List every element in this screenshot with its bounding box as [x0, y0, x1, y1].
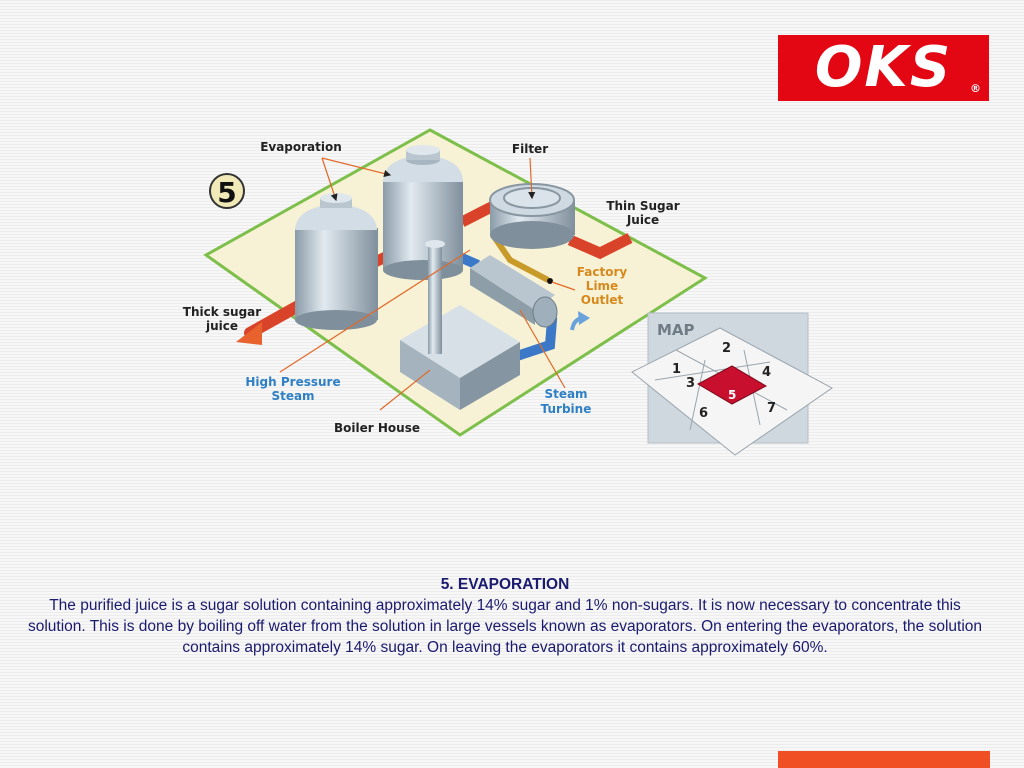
map-cell-2: 2 [722, 341, 732, 356]
label-thin-sugar-juice-1: Thin Sugar [606, 199, 680, 213]
thick-juice-arrow-icon [236, 322, 262, 345]
caption [22, 574, 988, 658]
svg-text:5: 5 [217, 176, 237, 209]
lime-outlet-dot [547, 278, 553, 284]
logo-text: OKS [814, 35, 953, 100]
label-boiler-house: Boiler House [334, 421, 420, 435]
map-cell-3: 3 [686, 376, 696, 391]
label-thin-sugar-juice-2: Juice [626, 213, 660, 227]
evaporator-tank-large [383, 145, 463, 280]
label-thick-sugar-2: juice [205, 319, 239, 333]
label-filter: Filter [511, 142, 549, 156]
map-cell-7: 7 [767, 401, 777, 416]
label-thick-sugar-1: Thick sugar [182, 305, 262, 319]
map-cell-1: 1 [672, 362, 682, 377]
registered-mark: ® [970, 82, 981, 95]
caption-title: 5. EVAPORATION [440, 576, 570, 593]
label-lime: Lime [585, 279, 619, 293]
evaporator-tank-small [295, 193, 378, 330]
label-factory-1: Factory [576, 265, 628, 279]
label-high-pressure-2: Steam [271, 389, 315, 403]
label-outlet: Outlet [580, 293, 624, 307]
label-steam-turbine-1: Steam [544, 387, 588, 401]
accent-bar [778, 751, 990, 768]
map-title: MAP [657, 321, 695, 339]
label-steam-turbine-2: Turbine [540, 402, 592, 416]
map-cell-4: 4 [762, 365, 772, 380]
map-cell-6: 6 [699, 406, 709, 421]
filter-unit [490, 184, 575, 249]
process-map [632, 313, 832, 455]
caption-body: The purified juice is a sugar solution containing approximately 14% sugar and 1% non-sugars. It is now necessary to concentrate this solution. This is done by boiling off water from the solution in large vessels known as evaporators. On entering the evaporators, the solution contains approximately 14% sugar. On leaving the evaporators it contains approximately 60%. [27, 597, 983, 656]
map-cell-5: 5 [728, 388, 737, 402]
label-evaporation: Evaporation [260, 140, 342, 154]
label-high-pressure-1: High Pressure [245, 375, 341, 389]
step-badge [210, 174, 244, 209]
